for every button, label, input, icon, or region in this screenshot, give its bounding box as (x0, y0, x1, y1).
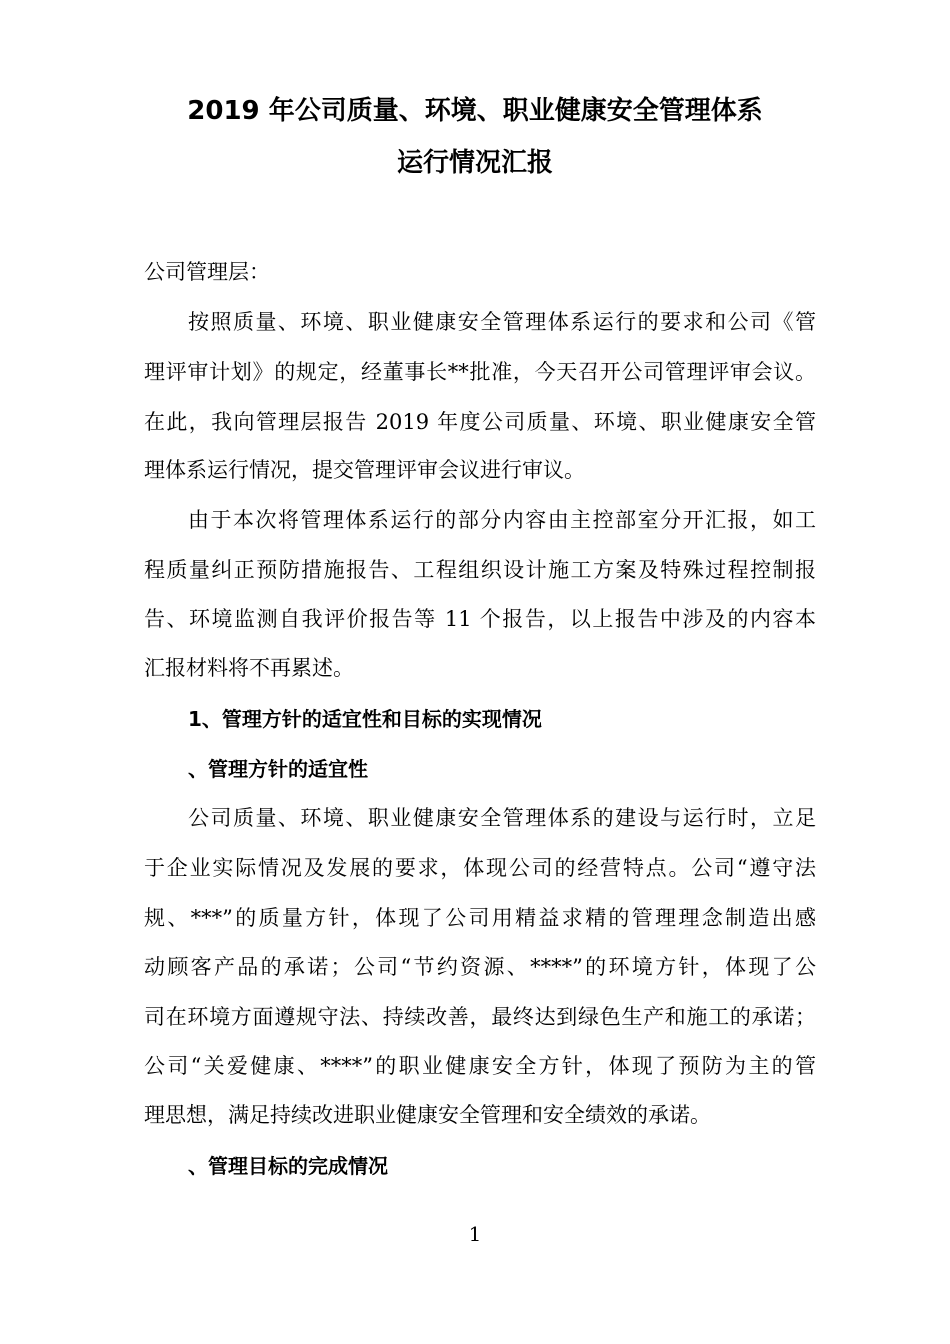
paragraph-3-line: 公司质量、环境、职业健康安全管理体系的建设与运行时，立足 (188, 806, 816, 830)
paragraph-3-line: 动顾客产品的承诺；公司“节约资源、****”的环境方针，体现了公 (144, 955, 816, 979)
paragraph-1-line: 在此，我向管理层报告 2019 年度公司质量、环境、职业健康安全管 (144, 410, 816, 434)
page-number: 1 (468, 1222, 482, 1246)
paragraph-2-line: 程质量纠正预防措施报告、工程组织设计施工方案及特殊过程控制报 (144, 558, 816, 582)
salutation: 公司管理层： (144, 260, 270, 284)
paragraph-1-line: 理体系运行情况，提交管理评审会议进行审议。 (144, 458, 585, 482)
document-title-line-2: 运行情况汇报 (396, 148, 553, 178)
paragraph-1-line: 按照质量、环境、职业健康安全管理体系运行的要求和公司《管 (188, 310, 816, 334)
paragraph-3-line: 司在环境方面遵规守法、持续改善，最终达到绿色生产和施工的承诺； (144, 1005, 816, 1029)
paragraph-3-line: 理思想，满足持续改进职业健康安全管理和安全绩效的承诺。 (144, 1103, 711, 1127)
paragraph-3-line: 规、***”的质量方针，体现了公司用精益求精的管理理念制造出感 (144, 906, 816, 930)
section-heading-1-2: 、管理目标的完成情况 (188, 1154, 388, 1178)
paragraph-2-line: 由于本次将管理体系运行的部分内容由主控部室分开汇报，如工 (188, 508, 816, 532)
paragraph-3-line: 公司“关爱健康、****”的职业健康安全方针，体现了预防为主的管 (144, 1054, 816, 1078)
section-heading-1-1: 、管理方针的适宜性 (188, 757, 368, 781)
paragraph-1-line: 理评审计划》的规定，经董事长**批准，今天召开公司管理评审会议。 (144, 360, 816, 384)
paragraph-3-line: 于企业实际情况及发展的要求，体现公司的经营特点。公司“遵守法 (144, 856, 816, 880)
section-heading-1: 1、管理方针的适宜性和目标的实现情况 (188, 707, 542, 731)
paragraph-2-line: 告、环境监测自我评价报告等 11 个报告，以上报告中涉及的内容本 (144, 607, 816, 631)
document-title-line-1: 2019 年公司质量、环境、职业健康安全管理体系 (187, 96, 763, 126)
paragraph-2-line: 汇报材料将不再累述。 (144, 656, 354, 680)
